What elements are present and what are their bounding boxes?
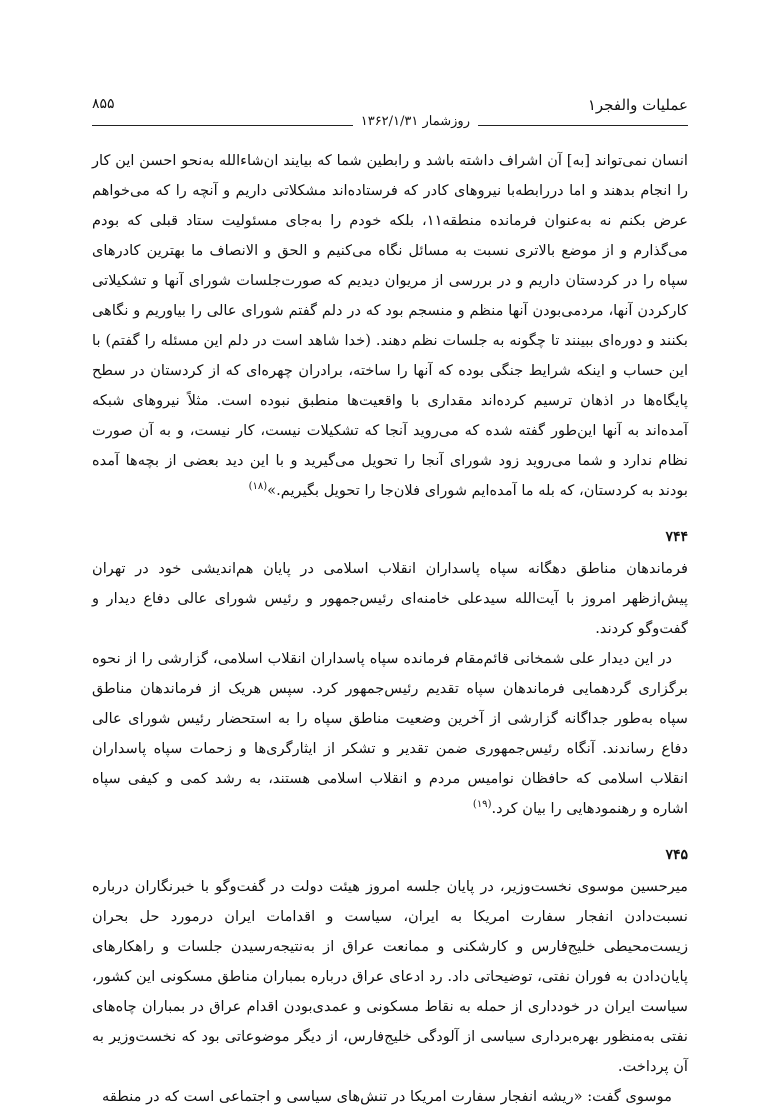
- paragraph-3-text: در این دیدار علی شمخانی قائم‌مقام فرمانده سپاه پاسداران انقلاب اسلامی، گزارشی را از نحوه برگزاری گردهمایی فرماندهان سپاه تقدیم رئیس‌جمهور کرد. سپس هریک از فرماندهان مناطق سپاه به‌طور جداگانه گزارشی از آخرین وضعیت مناطق سپاه را به استحضار رئیس شورای عالی دفاع رساندند. آنگاه رئیس‌جمهوری ضمن تقدیر و تشکر از ایثارگری‌ها و زحمات سپاه پاسداران انقلاب اسلامی که حافظان نوامیس مردم و انقلاب اسلامی هستند، به رشد کمی و کیفی سپاه اشاره و رهنمودهایی را بیان کرد.: [92, 650, 688, 817]
- paragraph-1: [92, 146, 688, 506]
- footnote-ref-19: (۱۹): [472, 799, 492, 811]
- diary-date-label: روزشمار ۱۳۶۲/۱/۳۱: [353, 114, 478, 129]
- page-number: ۸۵۵: [92, 96, 115, 112]
- book-title: عملیات والفجر۱: [587, 96, 688, 114]
- paragraph-2: فرماندهان مناطق دهگانه سپاه پاسداران انقلاب اسلامی در پایان هم‌اندیشی خود در تهران پیش‌ازظهر امروز با آیت‌الله سیدعلی خامنه‌ای رئیس‌جمهور و رئیس شورای عالی دفاع دیدار و گفت‌وگو کردند.: [92, 560, 688, 637]
- paragraph-1-text: انسان نمی‌تواند [به] آن اشراف داشته باشد و رابطین شما که بیایند ان‌شاءالله به‌نحو احسن این کار را انجام بدهند و اما دررابطه‌با نیروهای کادر که فرستاده‌اند مشکلاتی داریم و آنچه را که می‌خواهم عرض بکنم نه به‌عنوان فرمانده منطقه۱۱، بلکه خودم را به‌جای مسئولیت ستاد قبلی که بودم می‌گذارم و از موضع بالاتری نسبت به مسائل نگاه می‌کنیم و الحق و الانصاف ما بهترین کادرهای سپاه را در کردستان داریم و در بررسی از مریوان دیدیم که صورت‌جلسات شورای آنها و تشکیلاتی کارکردن آنها، مردمی‌بودن آنها منظم و منسجم بود که در دلم گفتم شورای عالی را بیاوریم و نگاهی بکنند و دوره‌ای ببینند تا چگونه به جلسات نظم دهند. (خدا شاهد است در دلم این مسئله را گفتم) با این حساب و اینکه شرایط جنگی بوده که آنها را ساخته، برادران چهره‌ای که از کردستان در سطح پایگاه‌ها در اذهان ترسیم کرده‌اند مقداری با واقعیت‌ها منطبق نبوده است. مثلاً نیروهای شبکه آمده‌اند به آنها این‌طور گفته شده که می‌روید آنجا که تشکیلات نیست، کار نیست، و به آن صورت نظام ندارد و شما می‌روید زود شورای آنجا را تحویل می‌گیرید و با این دید بعضی از بچه‌ها آمده بودند به کردستان، که بله ما آمده‌ایم شورای فلان‌جا را تحویل بگیریم.»: [92, 152, 689, 499]
- page-body: [92, 146, 688, 1112]
- paragraph-3: [92, 644, 688, 824]
- footnote-ref-18: (۱۸): [248, 481, 268, 493]
- entry-number-745: ۷۴۵: [665, 847, 688, 863]
- paragraph-5: موسوی گفت: «ریشه انفجار سفارت امریکا در تنش‌های سیاسی و اجتماعی است که در منطقه: [102, 1088, 672, 1105]
- paragraph-4: میرحسین موسوی نخست‌وزیر، در پایان جلسه امروز هیئت دولت در گفت‌وگو با خبرنگاران درباره نسبت‌دادن انفجار سفارت امریکا به ایران، سیاست و اقدامات ایران درمورد حل بحران زیست‌محیطی خلیج‌فارس و کارشکنی و ممانعت عراق از به‌نتیجه‌رسیدن جلسات و راهکارهای پایان‌دادن به فوران نفتی، توضیحاتی داد. رد ادعای عراق درباره بمباران مناطق مسکونی این کشور، سیاست ایران در خودداری از حمله به نقاط مسکونی و عمدی‌بودن اقدام عراق در بمباران چاه‌های نفتی به‌منظور بهره‌برداری سیاسی از آلودگی خلیج‌فارس، از دیگر موضوعاتی بود که نخست‌وزیر به آن پرداخت.: [92, 878, 688, 1075]
- entry-number-744: ۷۴۴: [665, 529, 688, 545]
